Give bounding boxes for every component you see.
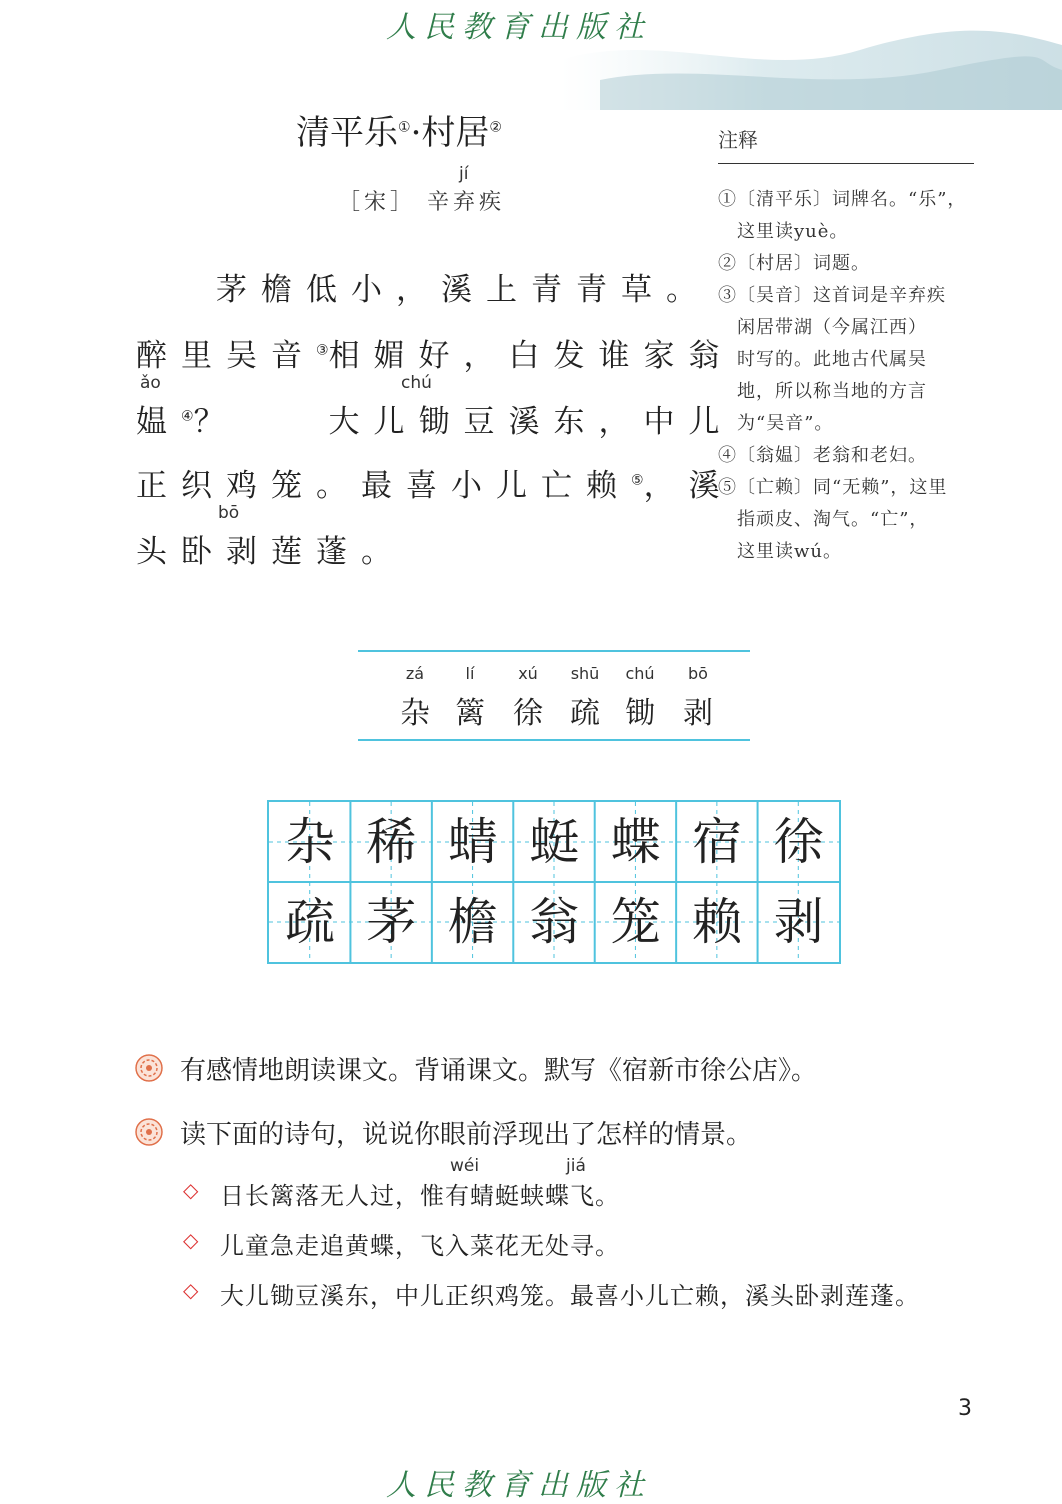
grid-char: 茅 [366,893,417,951]
grid-char: 稀 [366,813,417,871]
pinyin-wei: wéi [450,1156,480,1176]
poem-line-3a: 媪 [136,404,181,440]
grid-cell [269,802,351,882]
poem-line-3b: ？ 大儿锄豆溪东，中儿 [193,404,734,440]
new-char-pinyin: chú [625,664,655,683]
poem-line-2 [136,330,734,375]
grid-cell [513,882,595,962]
poem-line-4a: 正织鸡笼。最喜小儿亡赖 [136,468,631,504]
grid-char: 檐 [447,893,498,951]
note-3-line-2: 闲居带湖（今属江西） [718,317,927,338]
new-char: 徐 [513,696,543,731]
title-part2: 村居 [421,113,490,153]
grid-char: 徐 [773,813,824,871]
note-marker-4: ④ [181,408,194,425]
poem-author: ［宋］ 辛弃疾 [338,190,505,215]
pinyin-chu: chú [401,373,432,393]
new-char-pinyin: bō [688,664,708,683]
diamond-bullet: ◇ [183,1278,199,1302]
diamond-bullet: ◇ [183,1228,199,1252]
grid-char: 翁 [529,893,580,951]
new-char: 剥 [683,696,713,731]
grid-cell [758,882,840,962]
grid-char: 剥 [773,893,824,951]
diamond-bullet: ◇ [183,1178,199,1202]
publisher-footer: 人民教育出版社 [386,1468,652,1503]
grid-char: 蜓 [529,813,580,871]
note-marker-5: ⑤ [631,472,644,489]
grid-cell [595,802,677,882]
author-pinyin: jí [459,164,469,184]
grid-char: 蜻 [447,813,498,871]
exercise-1: 有感情地朗读课文。背诵课文。默写《宿新市徐公店》。 [180,1056,818,1086]
new-char: 杂 [400,696,430,731]
grid-char: 笼 [610,893,661,951]
note-marker-2: ② [489,119,502,136]
note-3-line-5: 为“吴音”。 [718,413,834,434]
note-marker-1: ① [398,119,411,136]
verse-1c: 蛱蝶飞。 [520,1182,620,1210]
pinyin-ao: ǎo [140,373,161,393]
notes-title: 注释 [718,128,758,152]
grid-cell [350,802,432,882]
grid-cell [676,882,758,962]
poem-line-3 [136,396,734,441]
note-5-line-1: ⑤〔亡赖〕同“无赖”，这里 [718,477,948,498]
verse-1a: 日长篱落无人过， [220,1182,420,1210]
seal-icon [135,1054,163,1082]
poem-line-1: 茅檐低小，溪上青青草。 [216,272,711,308]
poem-title [296,105,502,154]
grid-cell [513,802,595,882]
grid-char: 赖 [692,893,743,951]
poem-line-2b: 相媚好，白发谁家翁 [328,338,734,374]
verse-1b: 惟有蜻蜓 [420,1182,520,1210]
page-number: 3 [958,1396,972,1421]
grid-cell [758,802,840,882]
note-3-line-1: ③〔吴音〕这首词是辛弃疾 [718,285,946,306]
seal-icon [135,1118,163,1146]
title-part1: 清平乐 [296,113,398,153]
grid-char: 疏 [285,893,335,951]
new-char-pinyin: shū [570,664,600,683]
note-3-line-4: 地，所以称当地的方言 [718,381,927,402]
note-5-line-3: 这里读wú。 [718,541,842,562]
new-chars-bottom-rule [358,739,750,741]
grid-cell [676,802,758,882]
pinyin-bo: bō [218,503,240,523]
new-char-pinyin: xú [518,664,538,683]
exercise-2: 读下面的诗句，说说你眼前浮现出了怎样的情景。 [180,1120,753,1150]
new-char: 篱 [455,696,485,731]
note-3-line-3: 时写的。此地古代属吴 [718,349,927,370]
note-1-line-2: 这里读yuè。 [718,221,849,242]
new-char-pinyin: zá [405,664,425,683]
grid-cell [432,802,514,882]
poem-line-5: 头卧剥莲蓬。 [136,534,406,570]
new-char-pinyin: lí [465,664,475,683]
verse-2: 儿童急走追黄蝶，飞入菜花无处寻。 [220,1232,620,1260]
poem-line-2a: 醉里吴音 [136,338,316,374]
publisher-header: 人民教育出版社 [386,10,652,45]
grid-cell [350,882,432,962]
poem-line-4 [136,460,734,505]
writing-grid [267,800,841,964]
new-char: 疏 [570,696,600,731]
new-char: 锄 [625,696,655,731]
grid-cell [269,882,351,962]
verse-1 [220,1176,620,1211]
grid-cell [432,882,514,962]
note-1-line-1: ①〔清平乐〕词牌名。“乐”， [718,189,967,210]
note-marker-3: ③ [316,342,329,359]
notes-divider [718,163,974,164]
poem-line-4b: ，溪 [643,468,734,504]
title-separator: · [410,113,422,153]
grid-char: 蝶 [610,813,661,871]
grid-cell [595,882,677,962]
new-chars-top-rule [358,650,750,652]
note-5-line-2: 指顽皮、淘气。“亡”， [718,509,929,530]
verse-3: 大儿锄豆溪东，中儿正织鸡笼。最喜小儿亡赖，溪头卧剥莲蓬。 [220,1282,920,1310]
grid-char: 杂 [285,813,335,871]
note-2-line-1: ②〔村居〕词题。 [718,253,870,274]
note-4-line-1: ④〔翁媪〕老翁和老妇。 [718,445,927,466]
pinyin-jia: jiá [566,1156,586,1176]
grid-char: 宿 [692,813,743,871]
